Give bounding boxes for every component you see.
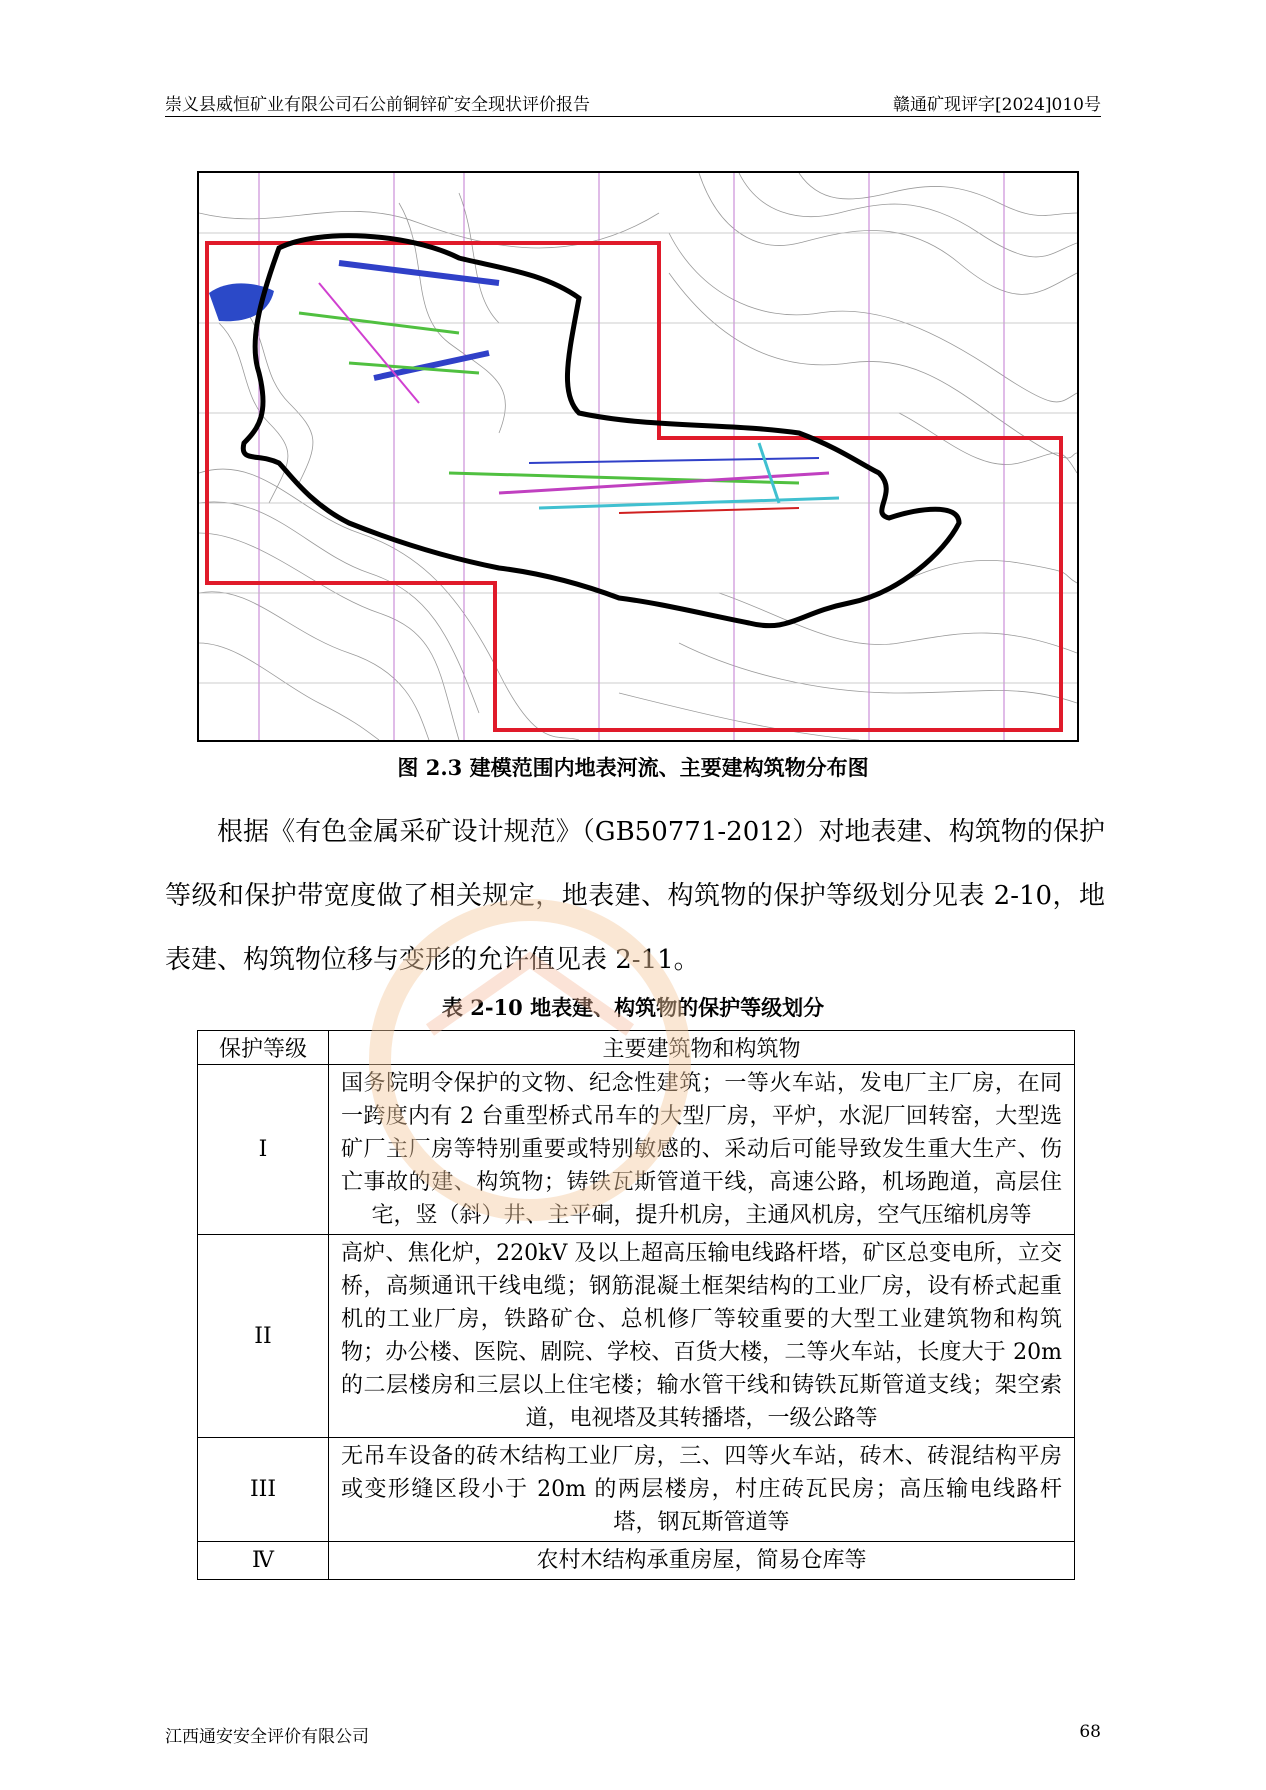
buildings-cell: 国务院明令保护的文物、纪念性建筑；一等火车站，发电厂主厂房，在同一跨度内有 2 台重型桥式吊车的大型厂房，平炉，水泥厂回转窑，大型选矿厂主厂房等特别重要或特别敏感的、采动后可能导致发生重大生产、伤亡事故的建、构筑物；铸铁瓦斯管道干线，高速公路，机场跑道，高层住宅，竖（斜）井、主平硐，提升机房，主通风机房，空气压缩机房等 (329, 1065, 1075, 1235)
buildings-cell: 农村木结构承重房屋，简易仓库等 (329, 1542, 1075, 1580)
buildings-cell: 无吊车设备的砖木结构工业厂房，三、四等火车站，砖木、砖混结构平房或变形缝区段小于 20m 的两层楼房，村庄砖瓦民房；高压输电线路杆塔，钢瓦斯管道等 (329, 1438, 1075, 1542)
grade-cell: III (198, 1438, 329, 1542)
terrain-map-drawing (199, 173, 1077, 740)
coordinate-grid (259, 173, 1004, 740)
modeling-range-outline (243, 236, 959, 626)
grade-cell: II (198, 1235, 329, 1438)
footer-page-number: 68 (1079, 1722, 1101, 1742)
table-row (198, 1438, 1075, 1542)
body-paragraph: 根据《有色金属采矿设计规范》（GB50771-2012）对地表建、构筑物的保护等级和保护带宽度做了相关规定，地表建、构筑物的保护等级划分见表 2-10，地表建、构筑物位移与变形的允许值见表 2-11。 (165, 817, 1105, 975)
map-figure (197, 171, 1079, 742)
figure-caption: 图 2.3 建模范围内地表河流、主要建构筑物分布图 (397, 755, 869, 780)
contour-lines (199, 173, 1077, 740)
table-header-row (198, 1031, 1075, 1065)
footer-company: 江西通安安全评价有限公司 (165, 1727, 369, 1747)
table-row (198, 1065, 1075, 1235)
protection-grade-table (197, 1030, 1075, 1580)
header-buildings: 主要建筑物和构筑物 (329, 1031, 1075, 1065)
horizontal-grid (199, 233, 1077, 683)
header-grade: 保护等级 (198, 1031, 329, 1065)
table-row (198, 1235, 1075, 1438)
table-row (198, 1542, 1075, 1580)
header-report-number: 赣通矿现评字[2024]010号 (893, 95, 1101, 115)
header-divider (165, 116, 1101, 117)
buildings-cell: 高炉、焦化炉，220kV 及以上超高压输电线路杆塔，矿区总变电所，立交桥，高频通讯干线电缆；钢筋混凝土框架结构的工业厂房，设有桥式起重机的工业厂房，铁路矿仓、总机修厂等较重要的大型工业建筑物和构筑物；办公楼、医院、剧院、学校、百货大楼，二等火车站，长度大于 20m 的二层楼房和三层以上住宅楼；输水管干线和铸铁瓦斯管道支线；架空索道，电视塔及其转播塔，一级公路等 (329, 1235, 1075, 1438)
header-document-title: 崇义县威恒矿业有限公司石公前铜锌矿安全现状评价报告 (165, 95, 590, 115)
grade-cell: Ⅳ (198, 1542, 329, 1580)
grade-cell: I (198, 1065, 329, 1235)
table-title: 表 2-10 地表建、构筑物的保护等级划分 (441, 995, 825, 1020)
